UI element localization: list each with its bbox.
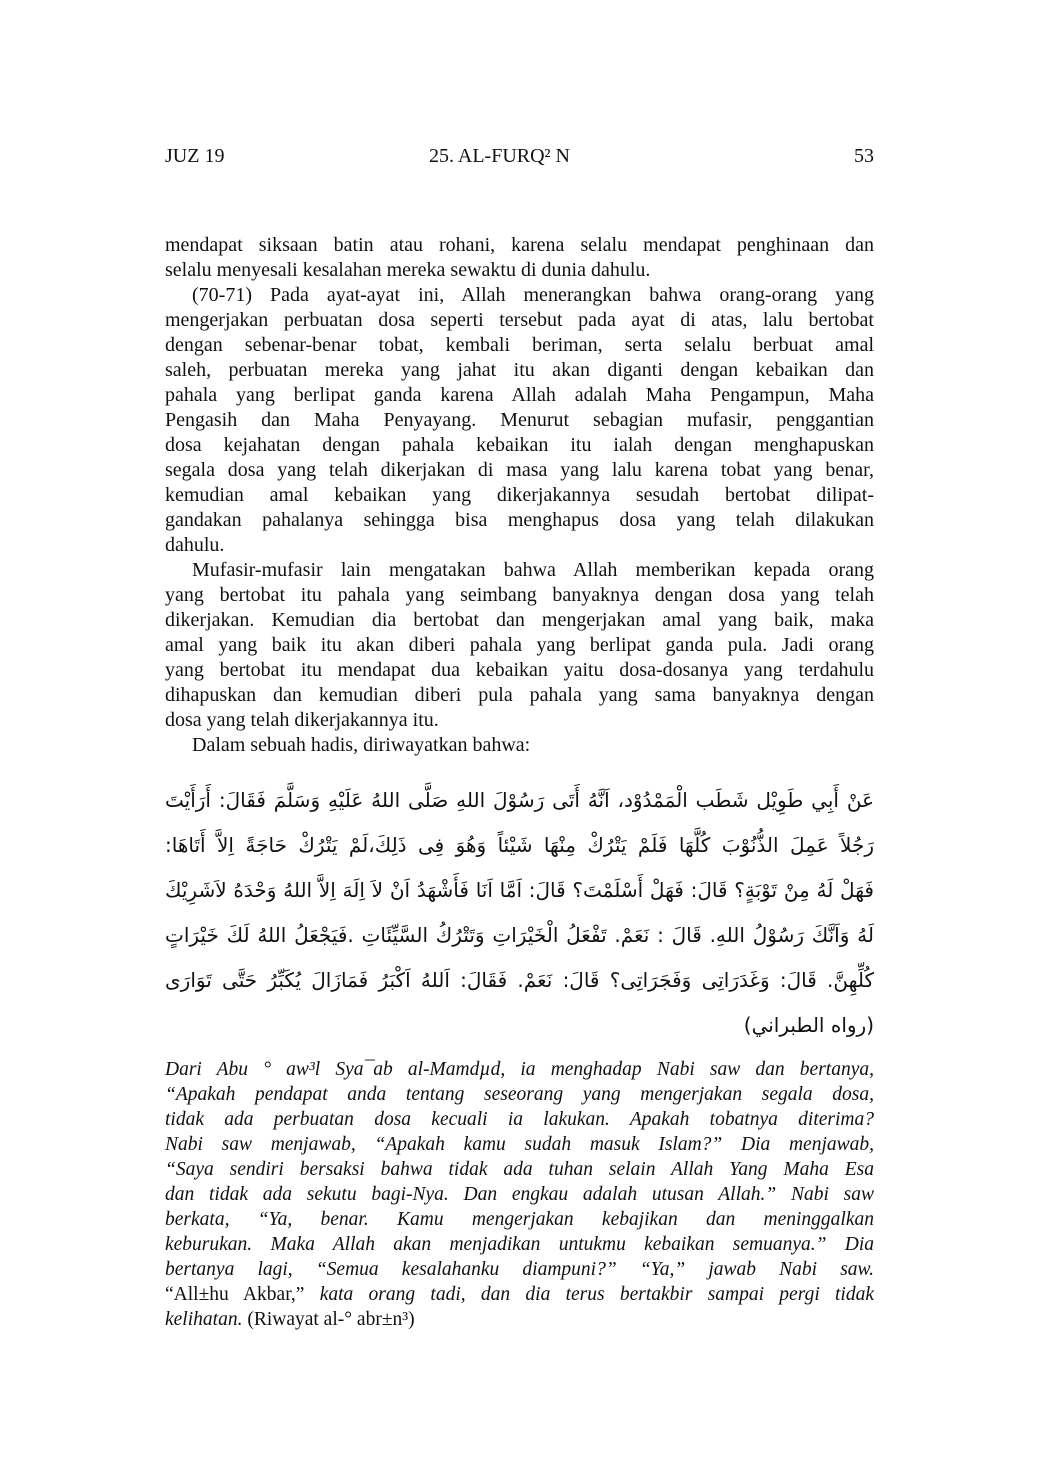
body-line: Pengasih dan Maha Penyayang. Menurut sebagian mufasir, penggantian [165, 409, 874, 431]
translation-line [165, 1182, 874, 1207]
translation-line [165, 1107, 874, 1132]
translation-line [165, 1257, 874, 1282]
body-line: dosa yang telah dikerjakannya itu. [165, 709, 439, 731]
body-line: mengerjakan perbuatan dosa seperti tersebut pada ayat di atas, lalu bertobat [165, 309, 874, 331]
translation-line [165, 1232, 874, 1257]
italic-segment: Dari Abu ° aw³l Sya¯ab al-Mamdµd, ia menghadap Nabi saw dan bertanya, [165, 1059, 874, 1080]
italic-segment: keburukan. Maka Allah akan menjadikan untukmu kebaikan semuanya.” Dia [165, 1234, 874, 1255]
arabic-line: عَنْ أَبِي طَوِيْل شَطَب الْمَمْدُوْد، اَنَّهُ أَتَى رَسُوْلَ اللهِ صَلَّى اللهُ عَلَيْهِ وَسَلَّمَ فَقَالَ: أَرَأَيْتَ [165, 788, 874, 812]
body-line: saleh, perbuatan mereka yang jahat itu akan diganti dengan kebaikan dan [165, 359, 874, 381]
body-line: pahala yang berlipat ganda karena Allah adalah Maha Pengampun, Maha [165, 384, 874, 406]
body-line: selalu menyesali kesalahan mereka sewaktu di dunia dahulu. [165, 259, 651, 281]
italic-segment: kelihatan. [165, 1309, 243, 1330]
italic-segment: Nabi saw menjawab, “Apakah kamu sudah masuk Islam?” Dia menjawab, [165, 1134, 874, 1155]
arabic-line: كُلِّهِنَّ. قَالَ: وَغَدَرَاتِى وَفَجَرَاتِى؟ قَالَ: نَعَمْ. فَقَالَ: اَللهُ اَكْبَرُ فَمَازَالَ يُكَبِّرُ حَتَّى تَوَارَى [165, 968, 874, 992]
upright-segment: “All±hu Akbar,” [165, 1284, 305, 1305]
body-line: (70-71) Pada ayat-ayat ini, Allah menerangkan bahwa orang-orang yang [192, 284, 874, 306]
arabic-line: لَهُ وَاَنَّكَ رَسُوْلُ اللهِ. قَالَ : نَعَمْ. تَفْعَلُ الْخَيْرَاتِ وَتَتْرُكُ السَّيِّئَاتِ .فَيَجْعَلُ اللهُ لَكَ خَيْرَاتٍ [165, 923, 874, 947]
hadith-arabic [165, 778, 874, 1048]
page-number: 53 [854, 145, 874, 167]
translation-line [165, 1057, 874, 1082]
translation-line [165, 1157, 874, 1182]
italic-segment: berkata, “Ya, benar. Kamu mengerjakan kebajikan dan meninggalkan [165, 1209, 874, 1230]
body-line: gandakan pahalanya sehingga bisa menghapus dosa yang telah dilakukan [165, 509, 874, 531]
body-line: kemudian amal kebaikan yang dikerjakannya sesudah bertobat dilipat- [165, 484, 874, 506]
italic-segment: bertanya lagi, “Semua kesalahanku diampuni?” “Ya,” jawab Nabi saw. [165, 1259, 874, 1280]
body-line: dikerjakan. Kemudian dia bertobat dan mengerjakan amal yang baik, maka [165, 609, 874, 631]
body-line: dosa kejahatan dengan pahala kebaikan itu ialah dengan menghapuskan [165, 434, 874, 456]
running-head-juz: JUZ 19 [165, 145, 225, 167]
body-line: Mufasir-mufasir lain mengatakan bahwa Allah memberikan kepada orang [192, 559, 874, 581]
body-line: amal yang baik itu akan diberi pahala yang berlipat ganda pula. Jadi orang [165, 634, 874, 656]
italic-segment: dan tidak ada sekutu bagi-Nya. Dan engkau adalah utusan Allah.” Nabi saw [165, 1184, 874, 1205]
translation-line [165, 1282, 874, 1307]
italic-segment: tidak ada perbuatan dosa kecuali ia lakukan. Apakah tobatnya diterima? [165, 1109, 874, 1130]
italic-segment: “Saya sendiri bersaksi bahwa tidak ada tuhan selain Allah Yang Maha Esa [165, 1159, 874, 1180]
body-line: segala dosa yang telah dikerjakan di masa yang lalu karena tobat yang benar, [165, 459, 874, 481]
body-line: yang bertobat itu mendapat dua kebaikan yaitu dosa-dosanya yang terdahulu [165, 659, 874, 681]
body-line: yang bertobat itu pahala yang seimbang banyaknya dengan dosa yang telah [165, 584, 874, 606]
body-line: dihapuskan dan kemudian diberi pula pahala yang sama banyaknya dengan [165, 684, 874, 706]
body-line: Dalam sebuah hadis, diriwayatkan bahwa: [192, 734, 531, 756]
upright-segment: (Riwayat al-° abr±n³) [242, 1309, 415, 1330]
translation-line [165, 1207, 874, 1232]
translation-line [165, 1132, 874, 1157]
body-line: mendapat siksaan batin atau rohani, karena selalu mendapat penghinaan dan [165, 234, 874, 256]
arabic-line: فَهَلْ لَهُ مِنْ تَوْبَةٍ؟ قَالَ: فَهَلْ أَسْلَمْتَ؟ قَالَ: اَمَّا اَنَا فَأَشْهَدُ اَنْ لاَ اِلَهَ اِلاَّ اللهُ وَحْدَهُ لاَشَرِيْكَ [165, 878, 874, 902]
body-text [165, 233, 874, 758]
italic-segment: “Apakah pendapat anda tentang seseorang yang mengerjakan segala dosa, [165, 1084, 874, 1105]
hadith-source-arabic: (رواه الطبراني) [743, 1013, 874, 1037]
translation-line [165, 1307, 874, 1332]
body-line: dengan sebenar-benar tobat, kembali beriman, serta selalu berbuat amal [165, 334, 874, 356]
translation-line [165, 1082, 874, 1107]
body-line: dahulu. [165, 534, 225, 556]
hadith-translation [165, 1057, 874, 1332]
italic-segment: kata orang tadi, dan dia terus bertakbir sampai pergi tidak [304, 1284, 874, 1305]
arabic-line: رَجُلاً عَمِلَ الذُّنُوْبَ كُلَّهَا فَلَمْ يَتْرُكْ مِنْهَا شَيْئاً وَهُوَ فِى ذَلِكَ،لَمْ يَتْرُكْ حَاجَةً اِلاَّ أَتَاهَا: [165, 833, 874, 857]
running-head-surah: 25. AL-FURQ² N [428, 145, 570, 167]
